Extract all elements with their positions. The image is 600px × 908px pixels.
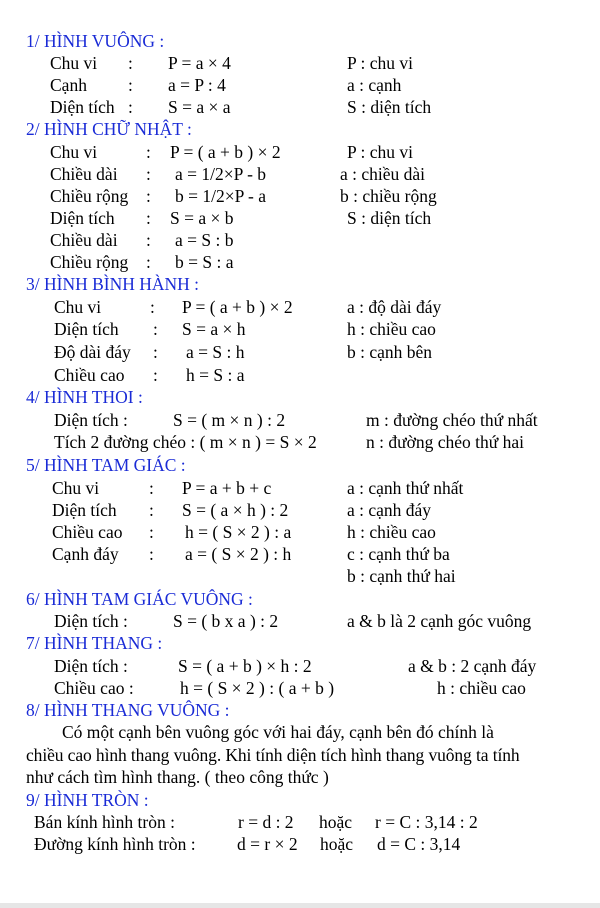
- s9-formula: d = r × 2: [237, 834, 298, 854]
- s1-legend: P : chu vi: [347, 53, 413, 73]
- s2-colon: :: [146, 230, 151, 250]
- s3-legend: b : cạnh bên: [347, 342, 433, 362]
- s2-colon: :: [146, 164, 151, 184]
- s2-term: Chiều rộng: [50, 186, 129, 206]
- s1-term: Cạnh: [50, 75, 87, 95]
- s4-formula: S = ( m × n ) : 2: [173, 410, 286, 430]
- s8-line: chiều cao hình thang vuông. Khi tính diện tích hình thang vuông ta tính: [26, 745, 520, 765]
- s6-legend: a & b là 2 cạnh góc vuông: [347, 611, 532, 631]
- s5-legend: c : cạnh thứ ba: [347, 544, 450, 564]
- s3-colon: :: [150, 297, 155, 317]
- section-6-title: 6/ HÌNH TAM GIÁC VUÔNG :: [26, 589, 253, 609]
- s9-term: Đường kính hình tròn :: [34, 834, 196, 854]
- s5-colon: :: [149, 544, 154, 564]
- s9-term: Bán kính hình tròn :: [34, 812, 175, 832]
- s2-colon: :: [146, 208, 151, 228]
- s4-term: Diện tích :: [54, 410, 128, 430]
- s9-alt-formula: d = C : 3,14: [377, 834, 461, 854]
- section-5-title: 5/ HÌNH TAM GIÁC :: [26, 455, 186, 475]
- s2-term: Chiều dài: [50, 230, 118, 250]
- s5-colon: :: [149, 478, 154, 498]
- s3-term: Độ dài đáy: [54, 342, 131, 362]
- s1-formula: S = a × a: [168, 97, 231, 117]
- s3-formula: S = a × h: [182, 319, 246, 339]
- s2-formula: b = S : a: [175, 252, 234, 272]
- s1-formula: P = a × 4: [168, 53, 231, 73]
- s5-colon: :: [149, 522, 154, 542]
- s5-legend: h : chiều cao: [347, 522, 436, 542]
- s2-formula: b = 1/2×P - a: [175, 186, 267, 206]
- s2-legend: b : chiều rộng: [340, 186, 437, 206]
- s5-formula: a = ( S × 2 ) : h: [185, 544, 292, 564]
- s9-or: hoặc: [320, 834, 354, 854]
- s8-line: như cách tìm hình thang. ( theo công thức ): [26, 767, 329, 787]
- s2-colon: :: [146, 142, 151, 162]
- s3-colon: :: [153, 319, 158, 339]
- s1-colon: :: [128, 97, 133, 117]
- section-3-title: 3/ HÌNH BÌNH HÀNH :: [26, 274, 200, 294]
- s5-legend: a : cạnh đáy: [347, 500, 432, 520]
- s2-term: Chiều rộng: [50, 252, 129, 272]
- s9-alt-formula: r = C : 3,14 : 2: [375, 812, 478, 832]
- s4-product-formula: Tích 2 đường chéo : ( m × n ) = S × 2: [54, 432, 317, 452]
- s2-colon: :: [146, 186, 151, 206]
- s7-term: Diện tích :: [54, 656, 128, 676]
- s4-legend: n : đường chéo thứ hai: [366, 432, 524, 452]
- s1-legend: a : cạnh: [347, 75, 402, 95]
- s3-term: Diện tích: [54, 319, 119, 339]
- s7-formula: S = ( a + b ) × h : 2: [178, 656, 312, 676]
- s9-or: hoặc: [319, 812, 353, 832]
- section-1-title: 1/ HÌNH VUÔNG :: [26, 31, 165, 51]
- s1-term: Chu vi: [50, 53, 98, 73]
- s7-term: Chiều cao :: [54, 678, 134, 698]
- s2-formula: a = 1/2×P - b: [175, 164, 267, 184]
- s3-formula: a = S : h: [186, 342, 245, 362]
- section-7-title: 7/ HÌNH THANG :: [26, 633, 163, 653]
- s3-term: Chiều cao: [54, 365, 125, 385]
- s5-term: Cạnh đáy: [52, 544, 119, 564]
- s4-legend: m : đường chéo thứ nhất: [366, 410, 538, 430]
- section-9-title: 9/ HÌNH TRÒN :: [26, 790, 149, 810]
- s7-legend: h : chiều cao: [437, 678, 526, 698]
- s7-legend: a & b : 2 cạnh đáy: [408, 656, 537, 676]
- s8-line: Có một cạnh bên vuông góc với hai đáy, cạnh bên đó chính là: [62, 722, 494, 742]
- s5-colon: :: [149, 500, 154, 520]
- s1-term: Diện tích: [50, 97, 115, 117]
- s5-formula: S = ( a × h ) : 2: [182, 500, 289, 520]
- s2-term: Diện tích: [50, 208, 115, 228]
- s1-colon: :: [128, 75, 133, 95]
- s3-term: Chu vi: [54, 297, 102, 317]
- s3-colon: :: [153, 365, 158, 385]
- s2-term: Chu vi: [50, 142, 98, 162]
- s6-term: Diện tích :: [54, 611, 128, 631]
- section-4-title: 4/ HÌNH THOI :: [26, 387, 143, 407]
- s2-formula: S = a × b: [170, 208, 234, 228]
- page-bottom-edge: [0, 903, 600, 908]
- s2-formula: P = ( a + b ) × 2: [170, 142, 281, 162]
- s5-term: Chu vi: [52, 478, 100, 498]
- s3-formula: P = ( a + b ) × 2: [182, 297, 293, 317]
- s5-formula: P = a + b + c: [182, 478, 272, 498]
- s3-legend: h : chiều cao: [347, 319, 436, 339]
- s2-term: Chiều dài: [50, 164, 118, 184]
- s7-formula: h = ( S × 2 ) : ( a + b ): [180, 678, 335, 698]
- s2-legend: P : chu vi: [347, 142, 413, 162]
- s2-legend: a : chiều dài: [340, 164, 426, 184]
- s5-legend: a : cạnh thứ nhất: [347, 478, 464, 498]
- s1-colon: :: [128, 53, 133, 73]
- s1-legend: S : diện tích: [347, 97, 432, 117]
- section-2-title: 2/ HÌNH CHỮ NHẬT :: [26, 119, 192, 139]
- s6-formula: S = ( b x a ) : 2: [173, 611, 279, 631]
- s3-formula: h = S : a: [186, 365, 245, 385]
- s2-legend: S : diện tích: [347, 208, 432, 228]
- s5-term: Diện tích: [52, 500, 117, 520]
- s5-formula: h = ( S × 2 ) : a: [185, 522, 292, 542]
- s2-formula: a = S : b: [175, 230, 234, 250]
- s3-colon: :: [153, 342, 158, 362]
- section-8-title: 8/ HÌNH THANG VUÔNG :: [26, 700, 230, 720]
- s5-legend: b : cạnh thứ hai: [347, 566, 456, 586]
- s1-formula: a = P : 4: [168, 75, 226, 95]
- s5-term: Chiều cao: [52, 522, 123, 542]
- s3-legend: a : độ dài đáy: [347, 297, 442, 317]
- s2-colon: :: [146, 252, 151, 272]
- s9-formula: r = d : 2: [238, 812, 294, 832]
